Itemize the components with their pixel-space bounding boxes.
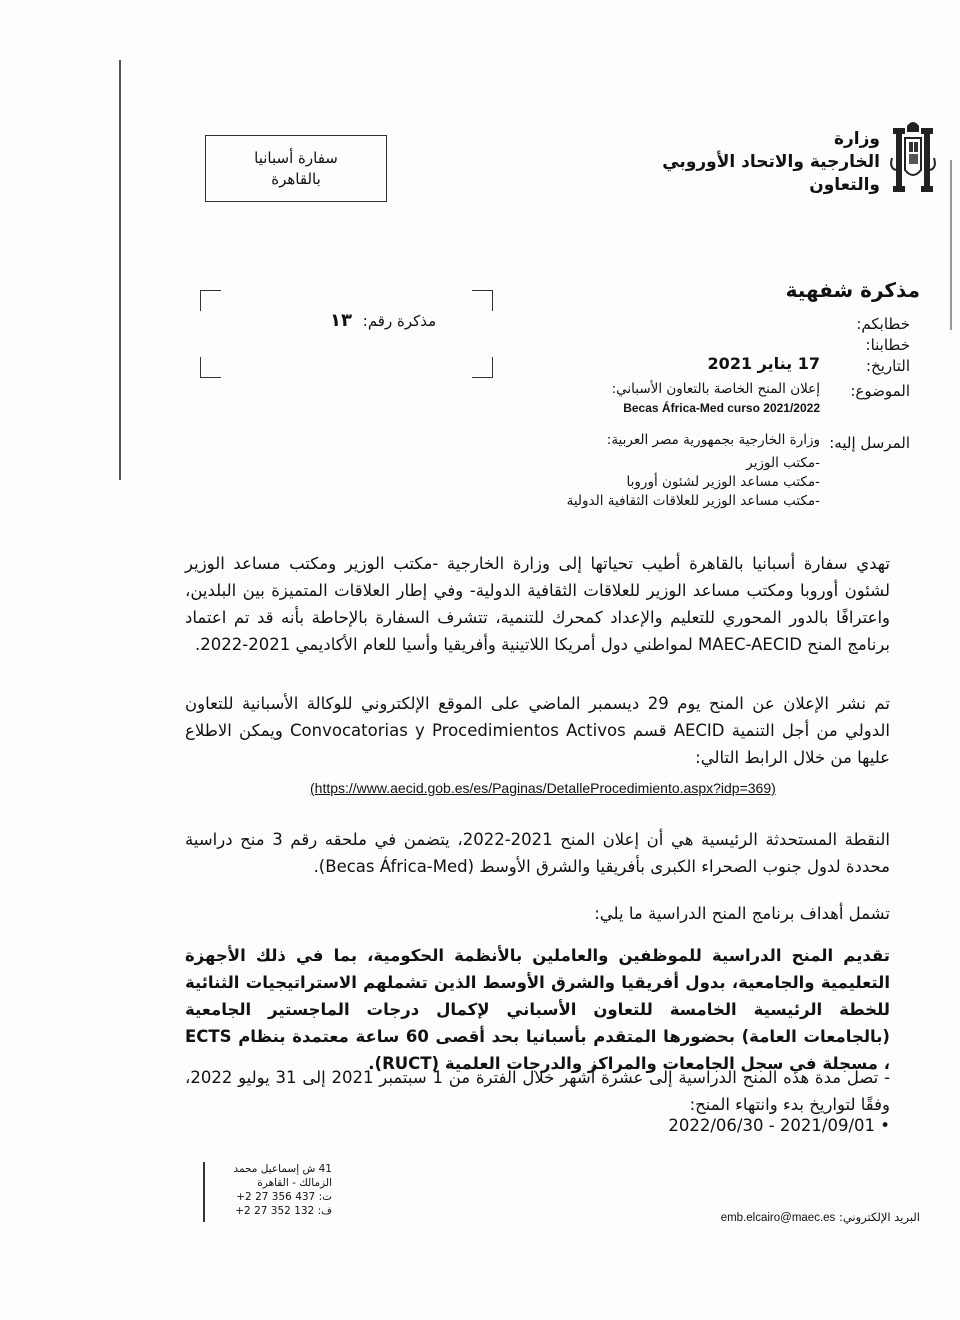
- memo-number: [330, 310, 436, 331]
- date-label: التاريخ:: [866, 357, 910, 375]
- embassy-line: سفارة أسبانيا: [254, 148, 338, 167]
- email-address[interactable]: emb.elcairo@maec.es: [720, 1212, 836, 1224]
- recipient-label: المرسل إليه:: [829, 434, 910, 452]
- ministry-line: الخارجية والاتحاد الأوروبي: [662, 152, 880, 172]
- scan-edge-line: [119, 60, 121, 480]
- embassy-line: بالقاهرة: [271, 169, 321, 188]
- memo-title: مذكرة شفهية: [785, 278, 920, 302]
- ministry-line: وزارة: [833, 129, 880, 149]
- duration-paragraph: - تصل مدة هذه المنح الدراسية إلى عشرة أشهر خلال الفترة من 1 سبتمبر 2021 إلى 31 يوليو 2022، وفقًا لتواريخ بدء وانتهاء المنح:: [185, 1068, 890, 1114]
- recipient-line: -مكتب مساعد الوزير للعلاقات الثقافية الدولية: [566, 493, 820, 509]
- memo-number-label: مذكرة رقم:: [362, 312, 437, 330]
- address-line: 41 ش إسماعيل محمد: [233, 1163, 332, 1175]
- body-paragraph: النقطة المستحدثة الرئيسية هي أن إعلان المنح 2021-2022، يتضمن في ملحقه رقم 3 منح دراسية محددة لدول جنوب الصحراء الكبرى بأفريقيا والشرق الأوسط (Becas África-Med).: [185, 830, 890, 876]
- email-label: البريد الإلكتروني:: [838, 1210, 920, 1224]
- objective-paragraph: تقديم المنح الدراسية للموظفين والعاملين بالأنظمة الحكومية، بما في ذلك الأجهزة التعليمية والجامعية، بدول أفريقيا والشرق الأوسط الذين تشملهم الاستراتيجيات الثنائية للخطة الرئيسية الخامسة للتعاون الأسباني لإكمال درجات الماجستير الجامعية (بالجامعات العامة) بحضورها المتقدم بأسبانيا بحد أقصى 60 ساعة معتمدة بنظام ECTS ، مسجلة في سجل الجامعات والمراكز والدرجات العلمية (RUCT).: [185, 946, 890, 1073]
- frame-corner: [472, 290, 493, 311]
- recipient-line: وزارة الخارجية بجمهورية مصر العربية:: [606, 432, 820, 448]
- ministry-line: والتعاون: [809, 175, 880, 195]
- ministry-name: [660, 128, 880, 197]
- address-line: الزمالك - القاهرة: [257, 1177, 332, 1189]
- subject-label: الموضوع:: [850, 382, 910, 400]
- aecid-link[interactable]: (https://www.aecid.gob.es/es/Paginas/DetalleProcedimiento.aspx?idp=369): [310, 780, 776, 796]
- frame-corner: [200, 290, 221, 311]
- our-ref-label: خطابنا:: [865, 336, 910, 354]
- memo-number-value: ١٣: [330, 310, 352, 331]
- frame-corner: [200, 357, 221, 378]
- footer-email: [715, 1210, 920, 1224]
- subject-value: إعلان المنح الخاصة بالتعاون الأسباني:: [611, 381, 820, 397]
- date-range-bullet: • 2021/09/01 - 2022/06/30: [668, 1116, 890, 1135]
- subject-latin: Becas África-Med curso 2021/2022: [623, 401, 820, 415]
- recipient-line: -مكتب مساعد الوزير لشئون أوروبا: [626, 474, 820, 490]
- body-paragraph: تم نشر الإعلان عن المنح يوم 29 ديسمبر الماضي على الموقع الإلكتروني للوكالة الأسبانية للتعاون الدولي من أجل التنمية AECID قسم Convocatorias y Procedimientos Activos ويمكن الاطلاع عليها من خلال الرابط التالي:: [185, 694, 891, 767]
- your-ref-label: خطابكم:: [856, 315, 910, 333]
- frame-corner: [472, 357, 493, 378]
- date-value: 17 يناير 2021: [707, 354, 820, 373]
- body-paragraph: تهدي سفارة أسبانيا بالقاهرة أطيب تحياتها إلى وزارة الخارجية -مكتب الوزير ومكتب مساعد الوزير لشئون أوروبا ومكتب مساعد الوزير للعلاقات الثقافية الدولية- وفي إطار العلاقات المتميزة بين البلدين، واعترافًا بالدور المحوري للتعليم والإعداد كمحرك للتنمية، تتشرف السفارة بالإحاطة بأنه قد تم اعتماد برنامج المنح MAEC-AECID لمواطني دول أمريكا اللاتينية وأفريقيا وأسيا للعام الأكاديمي 2021-2022.: [185, 554, 890, 654]
- scan-edge-line: [950, 160, 952, 330]
- footer-address: [232, 1162, 332, 1218]
- recipient-line: -مكتب الوزير: [746, 455, 820, 471]
- address-line: ت: 437 356 27 2+: [236, 1191, 332, 1203]
- footer-divider: [203, 1162, 205, 1222]
- embassy-stamp-box: [205, 135, 387, 202]
- coat-of-arms-icon: [890, 118, 936, 200]
- body-paragraph: تشمل أهداف برنامج المنح الدراسية ما يلي:: [594, 904, 890, 923]
- address-line: ف: 132 352 27 2+: [235, 1205, 332, 1217]
